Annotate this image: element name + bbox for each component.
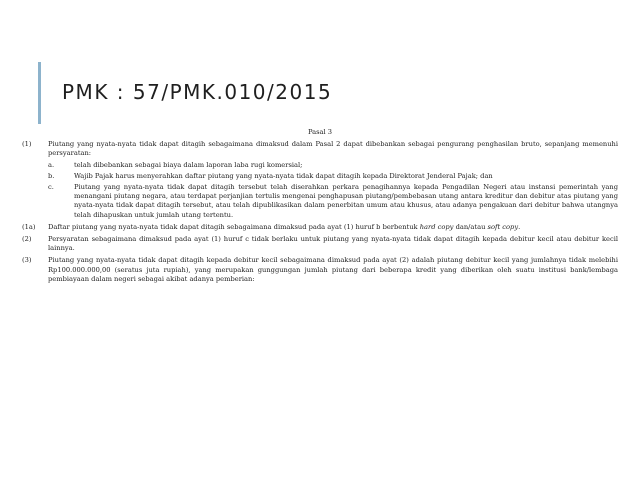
list-text: Wajib Pajak harus menyerahkan daftar piutang yang nyata-nyata tidak dapat ditagih kepada Direktorat Jenderal Pajak; dan: [74, 171, 493, 180]
italic-term: soft copy: [487, 222, 519, 231]
list-letter: c.: [48, 183, 54, 192]
list-letter: a.: [48, 160, 55, 169]
article-heading: Pasal 3: [307, 128, 333, 136]
list-item-c: [48, 183, 618, 220]
text-segment: .: [518, 222, 521, 231]
paragraph-number: (1a): [22, 222, 36, 231]
list-item-a: [48, 161, 618, 170]
list-item-b: [48, 172, 618, 181]
list-text: telah dibebankan sebagai biaya dalam laporan laba rugi komersial;: [74, 160, 303, 169]
paragraph-text: Piutang yang nyata-nyata tidak dapat ditagih kepada debitur kecil sebagaimana dimaksud pada ayat (2) adalah piutang debitur kecil yang jumlahnya tidak melebihi Rp100.000.000,00 (seratus juta rupiah), yang merupakan gunggungan jumlah piutang dari beberapa kredit yang diberikan oleh suatu institusi bank/lembaga pembiayaan dalam negeri sebagai akibat adanya pemberian:: [48, 256, 618, 283]
paragraph-number: (2): [22, 235, 32, 244]
italic-term: hard copy: [419, 222, 454, 231]
paragraph-text: Persyaratan sebagaimana dimaksud pada ayat (1) huruf c tidak berlaku untuk piutang yang nyata-nyata tidak dapat ditagih kepada debitur kecil atau debitur kecil lainnya.: [48, 235, 618, 253]
paragraph-number: (1): [22, 140, 32, 149]
text-segment: Daftar piutang yang nyata-nyata tidak dapat ditagih sebagaimana dimaksud pada ayat (1) huruf b berbentuk: [48, 222, 420, 231]
list-text: Piutang yang nyata-nyata tidak dapat ditagih tersebut telah diserahkan perkara penagihannya kepada Pengadilan Negeri atau instansi pemerintah yang menangani piutang negara, atau terdapat perjanjian tertulis mengenai penghapusan piutang/pembebasan utang antara kreditur dan debitur atas piutang yang nyata-nyata tidak dapat ditagih tersebut, atau telah dipublikasikan dalam penerbitan umum atau khusus, atau adanya pengakuan dari debitur bahwa utangnya telah dihapuskan untuk jumlah utang tertentu.: [74, 183, 618, 219]
slide-title: PMK : 57/PMK.010/2015: [62, 80, 333, 104]
paragraph-number: (3): [22, 256, 32, 265]
paragraph-1: [22, 140, 618, 220]
text-segment: dan/atau: [453, 222, 488, 231]
paragraph-2: [22, 235, 618, 253]
paragraph-3: [22, 256, 618, 284]
paragraph-1a: [22, 223, 618, 232]
paragraph-text: Piutang yang nyata-nyata tidak dapat ditagih sebagaimana dimaksud dalam Pasal 2 dapat dibebankan sebagai pengurang penghasilan bruto, sepanjang memenuhi persyaratan:: [48, 140, 618, 158]
list-letter: b.: [48, 171, 55, 180]
title-accent-bar: [38, 62, 41, 124]
paragraph-text: [48, 223, 618, 232]
document-body: [22, 128, 618, 287]
